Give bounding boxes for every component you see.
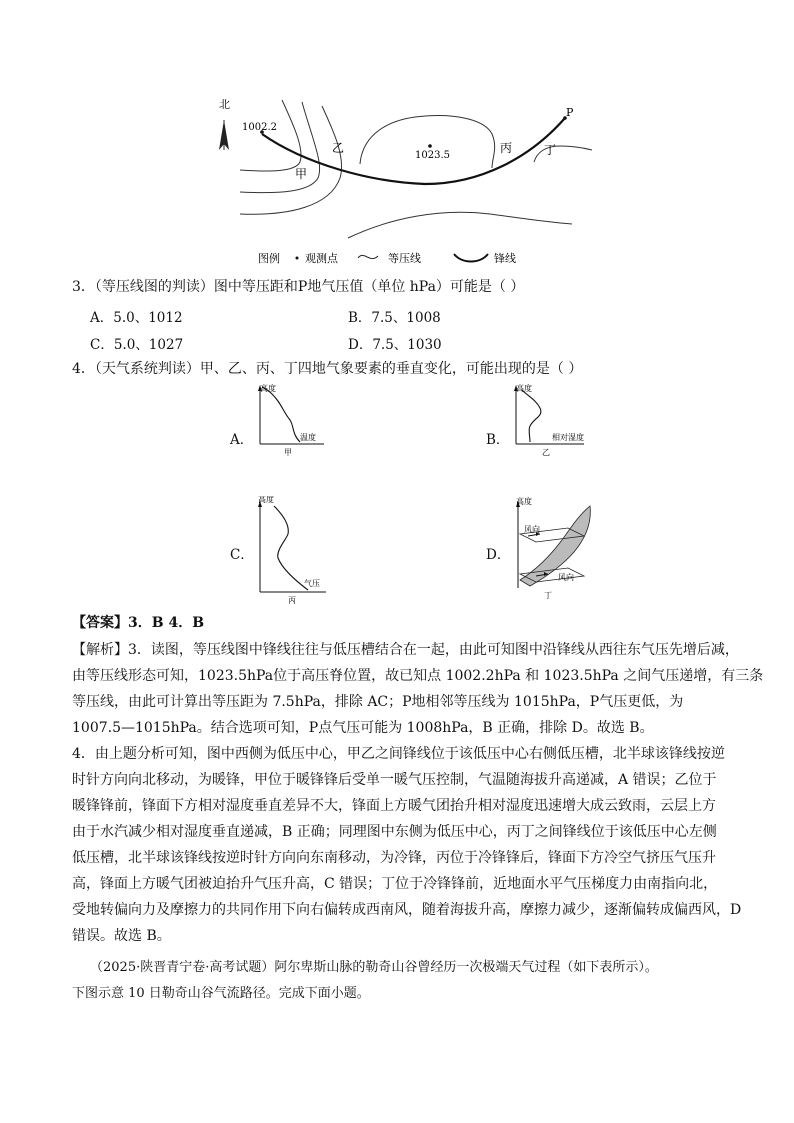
legend-observation: 观测点 [305,252,338,265]
analysis-line: 时针方向向北移动，为暖锋，甲位于暖锋锋后受单一暖气压控制，气温随海拔升高递减，A 错误；乙位于 [72,772,717,788]
isobar-line [534,146,592,162]
graph-c-x-label: 气压 [304,579,320,588]
next-intro-line: （2025·陕晋青宁卷·高考试题）阿尔卑斯山脉的勒奇山谷曾经历一次极端天气过程（如下表所示）。 [90,960,658,975]
north-arrow-icon [219,120,229,150]
q4-option-b: B． [486,432,510,448]
pressure-label-left: 1002.2 [242,122,277,133]
graph-b-x-label: 相对湿度 [552,433,584,442]
isobar-line [348,212,572,238]
graph-c-place: 丙 [288,596,296,605]
analysis-line: 4．由上题分析可知，图中西侧为低压中心，甲乙之间锋线位于该低压中心右侧低压槽，北半球该锋线按逆 [72,746,725,762]
graph-c [252,496,336,606]
graph-b-y-label: 高度 [516,384,532,393]
graph-d-top-label: 风向 [524,525,540,534]
legend-title: 图例 [258,252,280,265]
graph-a [252,382,332,460]
q3-option-d: D．7.5、1030 [348,337,442,353]
legend-isobar: 等压线 [388,252,421,265]
graph-d [506,496,602,602]
graph-b-place: 乙 [542,448,550,457]
place-yi: 乙 [332,141,345,155]
graph-a-y-label: 高度 [260,384,276,393]
question-4: 4．（天气系统判读）甲、乙、丙、丁四地气象要素的垂直变化，可能出现的是（ ） [72,361,583,377]
graph-c-y-label: 高度 [258,496,274,504]
legend-isobar-icon [358,255,378,258]
analysis-line: 错误。故选 B。 [72,928,171,944]
graph-a-place: 甲 [284,448,292,457]
graph-d-bottom-label: 风向 [558,573,574,582]
point-p-label: P [566,106,574,119]
analysis-line: 受地转偏向力及摩擦力的共同作用下向右偏转成西南风，随着海拔升高，摩擦力减少，逐渐偏转成偏西风，D [72,902,742,918]
q4-option-c: C． [230,547,254,563]
answer-line: 【答案】3．B 4．B [72,615,205,631]
graph-a-x-label: 温度 [300,433,316,442]
analysis-line: 由等压线形态可知，1023.5hPa位于高压脊位置，故已知点 1002.2hPa 和 1023.5hPa 之间气压递增，有三条 [72,668,764,684]
q4-option-d: D． [486,547,511,563]
isobar-line [240,100,301,171]
north-label: 北 [219,98,230,111]
analysis-line: 低压槽，北半球该锋线按逆时针方向向东南移动，为冷锋，丙位于冷锋锋后，锋面下方冷空气挤压气压升 [72,850,716,866]
q3-option-c: C．5.0、1027 [90,337,184,353]
q3-option-a: A．5.0、1012 [90,310,183,326]
q4-option-a: A． [230,432,254,448]
legend-front-icon [454,254,488,262]
place-bing: 丙 [500,141,513,155]
pressure-label-center: 1023.5 [415,150,450,161]
analysis-line: 等压线，由此可计算出等压距为 7.5hPa，排除 AC；P地相邻等压线为 1015hPa，P气压更低，为 [72,694,684,710]
analysis-line: 高，锋面上方暖气团被迫抬升气压升高，C 错误；丁位于冷锋锋前，近地面水平气压梯度力由南指向北， [72,876,718,892]
legend-front: 锋线 [494,252,516,265]
isobar-line [240,102,320,193]
graph-b [508,382,592,460]
legend-dot-icon [296,257,299,260]
observation-point [428,144,432,148]
question-3: 3．（等压线图的判读）图中等压距和P地气压值（单位 hPa）可能是（ ） [72,279,525,295]
front-line [262,118,565,184]
analysis-line: 由于水汽减少相对湿度垂直递减，B 正确；同理图中东侧为低压中心，丙丁之间锋线位于该低压中心左侧 [72,824,717,840]
q3-option-b: B．7.5、1008 [348,310,441,326]
analysis-line: 【解析】3．读图，等压线图中锋线往往与低压槽结合在一起，由此可知图中沿锋线从西往东气压先增后减， [72,642,739,658]
isobar-map [200,92,600,270]
place-ding: 丁 [544,143,557,157]
analysis-line: 暖锋锋前，锋面下方相对湿度垂直差异不大，锋面上方暖气团抬升相对湿度迅速增大成云致雨，云层上方 [72,798,716,814]
graph-d-place: 丁 [544,591,552,600]
next-intro-line: 下图示意 10 日勒奇山谷气流路径。完成下面小题。 [72,986,370,1001]
place-jia: 甲 [295,167,308,181]
analysis-line: 1007.5—1015hPa。结合选项可知，P点气压可能为 1008hPa，B 正确，排除 D。故选 B。 [72,720,654,736]
graph-d-y-label: 高度 [516,497,532,506]
